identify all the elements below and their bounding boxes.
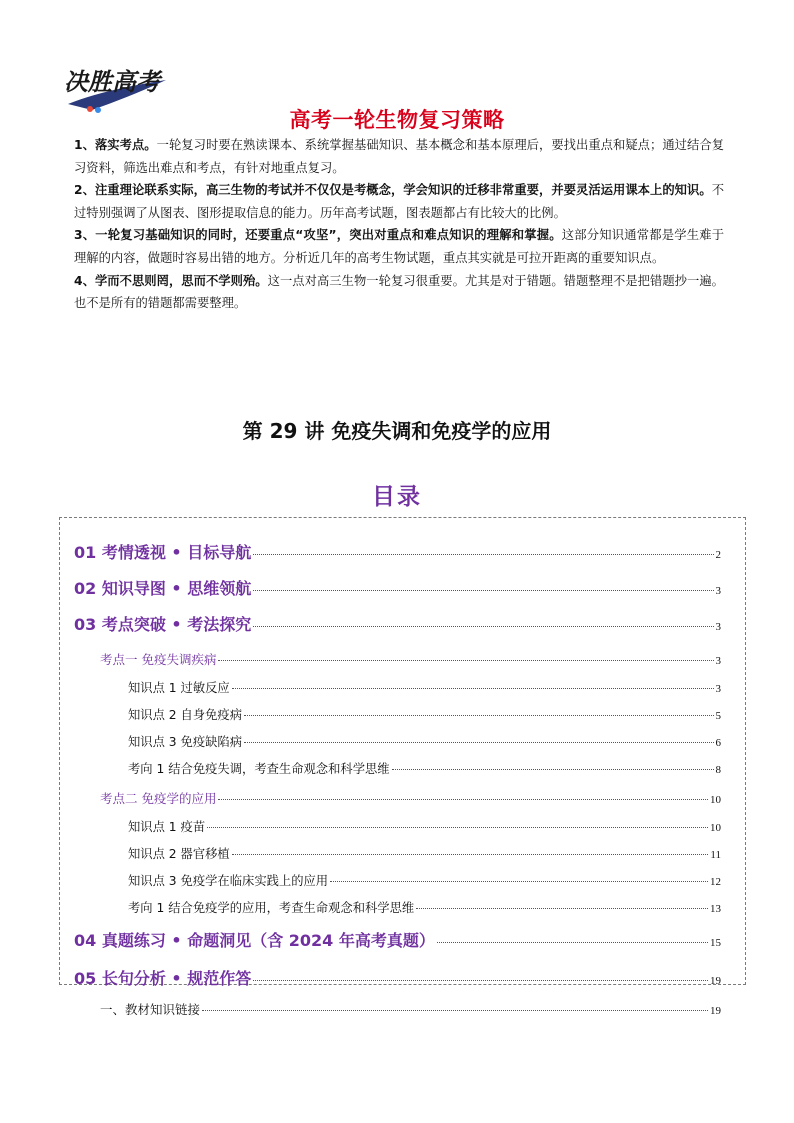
- toc-entry[interactable]: 知识点 3 免疫学在临床实践上的应用 12: [128, 874, 721, 888]
- table-of-contents: [59, 517, 746, 1017]
- toc-entry[interactable]: 考点二 免疫学的应用 10: [100, 791, 721, 806]
- toc-entry[interactable]: 04 真题练习 • 命题洞见（含 2024 年高考真题） 15: [74, 931, 721, 950]
- toc-entry[interactable]: 一、教材知识链接 19: [100, 1002, 721, 1017]
- toc-entry[interactable]: 知识点 1 疫苗 10: [128, 820, 721, 834]
- strategy-item: 2、注重理论联系实际，高三生物的考试并不仅仅是考概念，学会知识的迁移非常重要，并要灵活运用课本上的知识。不过特别强调了从图表、图形提取信息的能力。历年高考试题，图表题都占有比较大的比例。: [74, 183, 724, 220]
- toc-entry[interactable]: 05 长句分析 • 规范作答 19: [74, 969, 721, 988]
- toc-title: 目录: [372, 484, 422, 510]
- toc-entry[interactable]: 02 知识导图 • 思维领航 3: [74, 579, 721, 598]
- strategy-item: 1、落实考点。一轮复习时要在熟读课本、系统掌握基础知识、基本概念和基本原理后，要找出重点和疑点；通过结合复习资料，筛选出难点和考点，有针对地重点复习。: [74, 138, 724, 175]
- strategy-item: 3、一轮复习基础知识的同时，还要重点“攻坚”，突出对重点和难点知识的理解和掌握。这部分知识通常都是学生难于理解的内容，做题时容易出错的地方。分析近几年的高考生物试题，重点其实就是可拉开距离的重要知识点。: [74, 228, 724, 265]
- toc-entry[interactable]: 考向 1 结合免疫失调，考查生命观念和科学思维 8: [128, 762, 721, 776]
- page-title: 高考一轮生物复习策略: [289, 108, 505, 132]
- lecture-title: 第 29 讲 免疫失调和免疫学的应用: [242, 419, 552, 443]
- strategy-section: [74, 134, 724, 315]
- toc-entry[interactable]: 考点一 免疫失调疾病 3: [100, 652, 721, 667]
- toc-entry[interactable]: 知识点 2 器官移植 11: [128, 847, 721, 861]
- logo-text: 决胜高考: [64, 67, 160, 96]
- toc-entry[interactable]: 01 考情透视 • 目标导航 2: [74, 543, 721, 562]
- toc-entry[interactable]: 03 考点突破 • 考法探究 3: [74, 615, 721, 634]
- strategy-item: 4、学而不思则罔，思而不学则殆。这一点对高三生物一轮复习很重要。尤其是对于错题。错题整理不是把错题抄一遍。也不是所有的错题都需要整理。: [74, 273, 724, 311]
- toc-entry[interactable]: 考向 1 结合免疫学的应用，考查生命观念和科学思维 13: [128, 901, 721, 915]
- toc-entry[interactable]: 知识点 3 免疫缺陷病 6: [128, 735, 721, 749]
- toc-entry[interactable]: 知识点 1 过敏反应 3: [128, 681, 721, 695]
- toc-entry[interactable]: 知识点 2 自身免疫病 5: [128, 708, 721, 722]
